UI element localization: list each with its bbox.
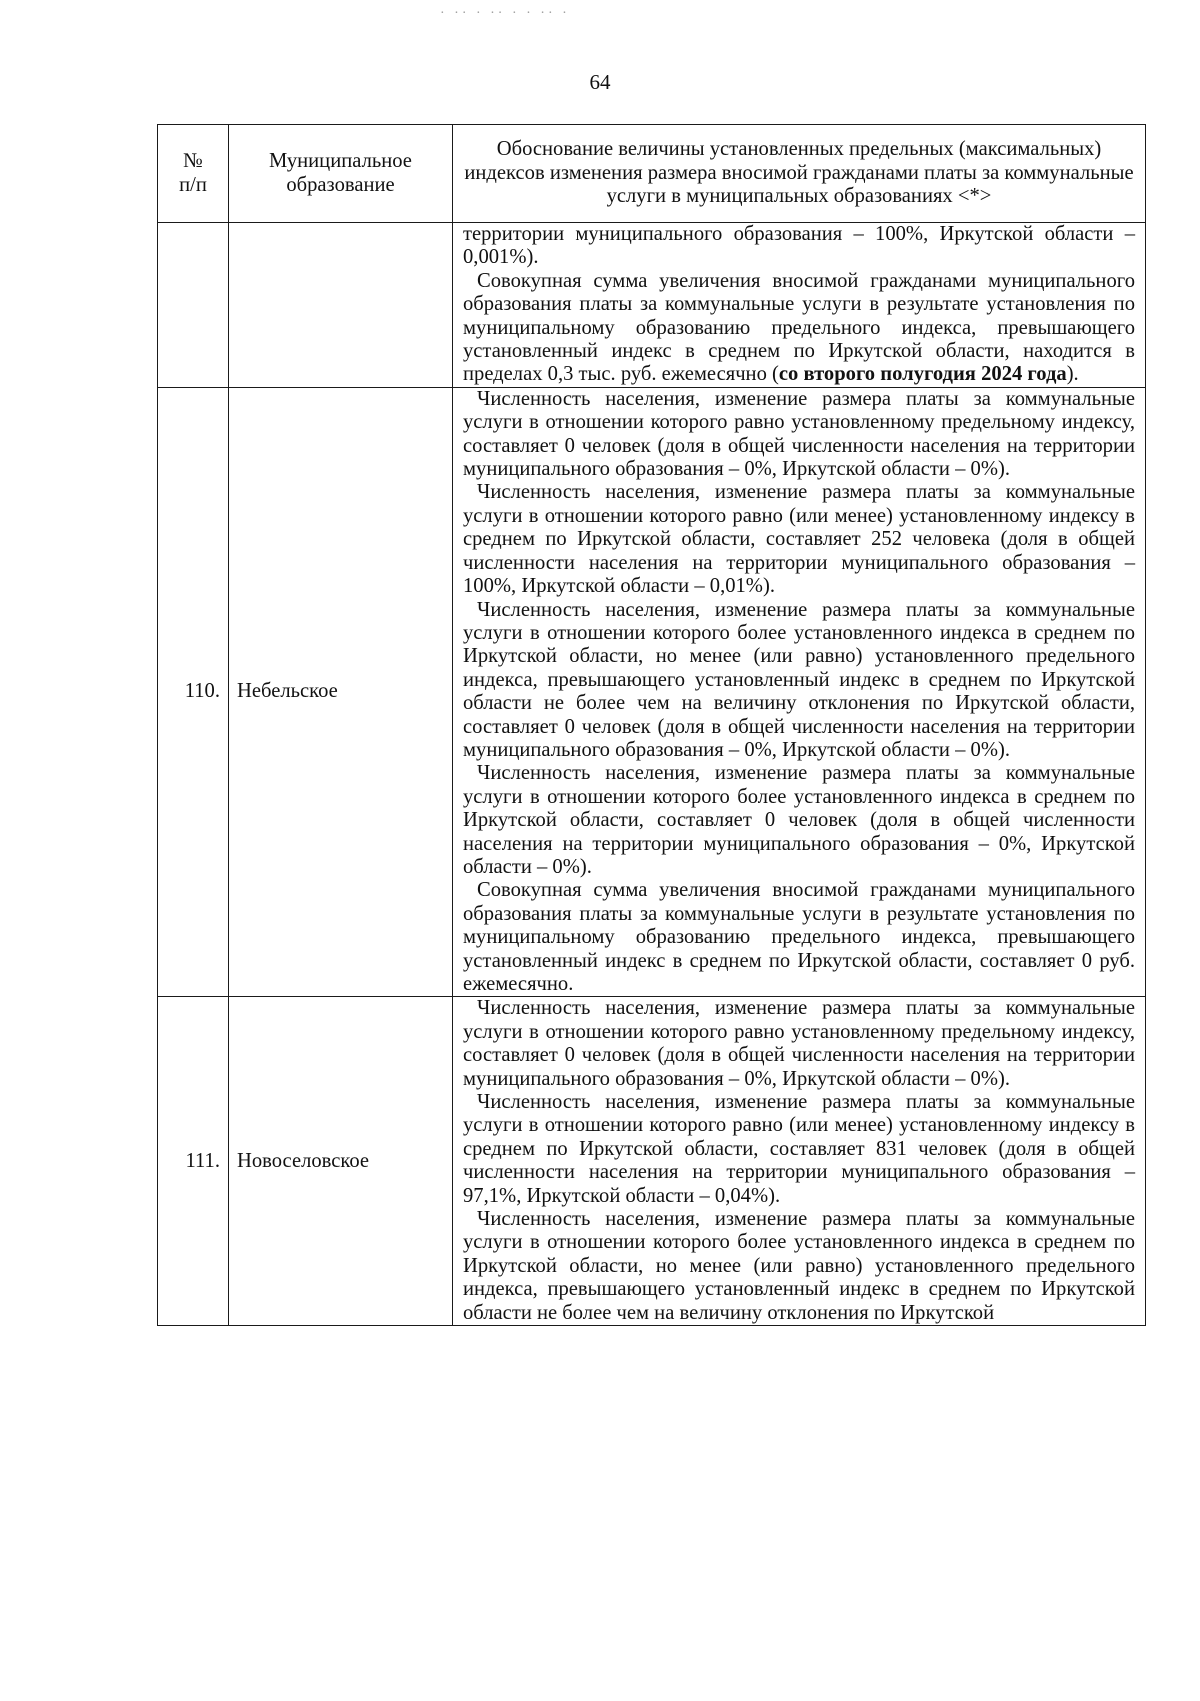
justification-table bbox=[157, 124, 1146, 1326]
paragraph: Численность населения, изменение размера платы за коммунальные услуги в отношении которого равно (или менее) установленному индексу в среднем по Иркутской области, составляет 252 человека (доля в общей численности населения на территории муниципального образования – 100%, Иркутской области – 0,01%). bbox=[463, 481, 1135, 598]
cell-justification-continuation bbox=[453, 223, 1146, 388]
table-header-row bbox=[158, 125, 1146, 223]
bold-period: со второго полугодия 2024 года bbox=[778, 363, 1067, 386]
row-municipality: Новоселовское bbox=[229, 997, 453, 1326]
page-number: 64 bbox=[589, 70, 611, 94]
paragraph: Численность населения, изменение размера платы за коммунальные услуги в отношении которого более установленного индекса в среднем по Иркутской области, составляет 0 человек (доля в общей численности населения на территории муниципального образования – 0%, Иркутской области – 0%). bbox=[463, 762, 1135, 878]
table-row bbox=[158, 997, 1146, 1326]
paragraph: Численность населения, изменение размера платы за коммунальные услуги в отношении которого более установленного индекса в среднем по Иркутской области, но менее (или равно) установленного предельного индекса, превышающего установленный индекс в среднем по Иркутской области не более чем на величину отклонения по Иркутской bbox=[463, 1208, 1135, 1324]
paragraph: Численность населения, изменение размера платы за коммунальные услуги в отношении которого равно (или менее) установленному индексу в среднем по Иркутской области, составляет 831 человек (доля в общей численности населения на территории муниципального образования – 97,1%, Иркутской области – 0,04%). bbox=[463, 1091, 1135, 1207]
row-municipality: Небельское bbox=[229, 387, 453, 997]
row-justification bbox=[453, 997, 1146, 1326]
paragraph: территории муниципального образования – 100%, Иркутской области – 0,001%). bbox=[463, 223, 1135, 269]
paragraph: Численность населения, изменение размера платы за коммунальные услуги в отношении которого равно установленному предельному индексу, составляет 0 человек (доля в общей численности населения на территории муниципального образования – 0%, Иркутской области – 0%). bbox=[463, 387, 1135, 481]
table-row-continuation bbox=[158, 223, 1146, 388]
row-number: 110. bbox=[158, 387, 229, 997]
paragraph: Численность населения, изменение размера платы за коммунальные услуги в отношении которого равно установленному предельному индексу, составляет 0 человек (доля в общей численности населения на территории муниципального образования – 0%, Иркутской области – 0%). bbox=[463, 997, 1135, 1090]
cell-number-empty bbox=[158, 223, 229, 388]
row-justification bbox=[453, 387, 1146, 997]
row-number: 111. bbox=[158, 997, 229, 1326]
paragraph: Численность населения, изменение размера платы за коммунальные услуги в отношении которого более установленного индекса в среднем по Иркутской области, но менее (или равно) установленного предельного индекса, превышающего установленный индекс в среднем по Иркутской области не более чем на величину отклонения по Иркутской области, составляет 0 человек (доля в общей численности населения на территории муниципального образования – 0%, Иркутской области – 0%). bbox=[463, 598, 1135, 761]
header-municipality: Муниципальное образование bbox=[229, 125, 453, 223]
table-row bbox=[158, 387, 1146, 997]
header-number: № п/п bbox=[158, 125, 229, 223]
cell-municipality-empty bbox=[229, 223, 453, 388]
paragraph: Совокупная сумма увеличения вносимой гражданами муниципального образования платы за коммунальные услуги в результате установления по муниципальному образованию предельного индекса, превышающего установленный индекс в среднем по Иркутской области, составляет 0 руб. ежемесячно. bbox=[463, 879, 1135, 995]
scan-artifact: · ·· · ·· · · ·· · bbox=[440, 6, 570, 21]
header-justification: Обоснование величины установленных предельных (максимальных) индексов изменения размера вносимой гражданами платы за коммунальные услуги в муниципальных образованиях <*> bbox=[453, 125, 1146, 223]
paragraph: Совокупная сумма увеличения вносимой гражданами муниципального образования платы за коммунальные услуги в результате установления по муниципальному образованию предельного индекса, превышающего установленный индекс в среднем по Иркутской области, находится в пределах 0,3 тыс. руб. ежемесячно (со второго полугодия 2024 года). bbox=[463, 269, 1135, 386]
